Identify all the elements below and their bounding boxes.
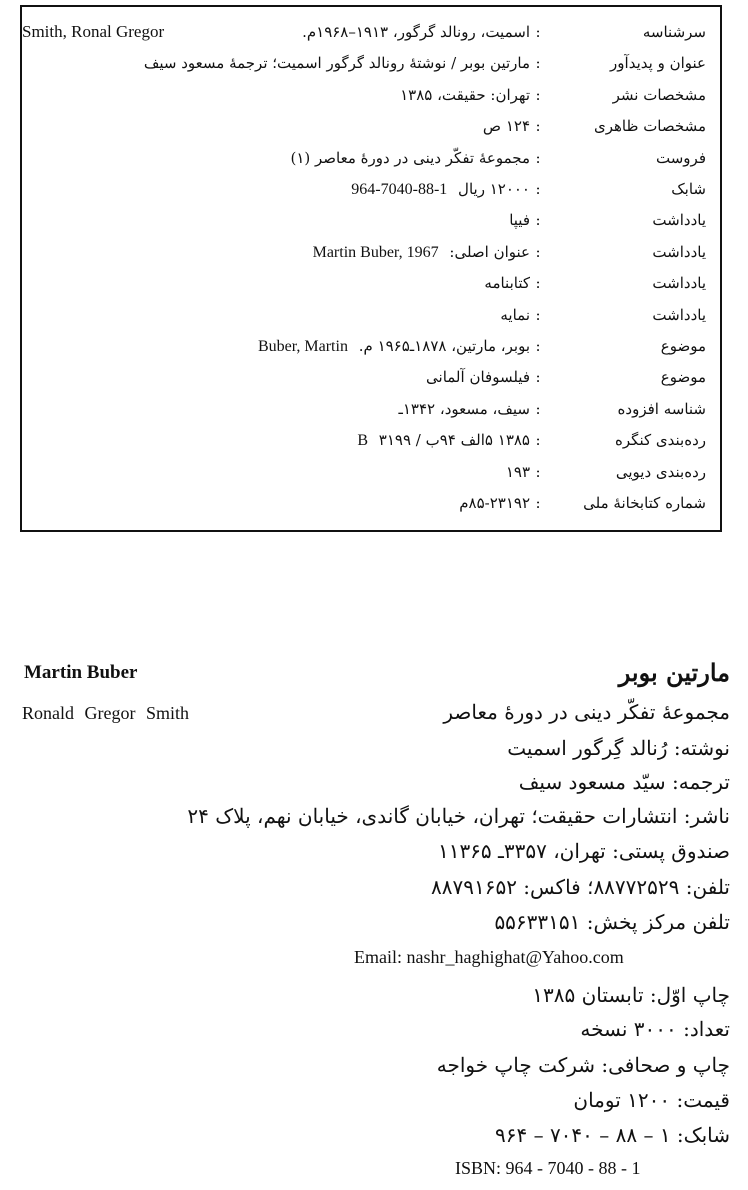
- cip-value: [32, 300, 530, 330]
- cip-row: [22, 300, 720, 330]
- cataloging-in-publication-box: [20, 5, 722, 532]
- translator-line: ترجمه: سیّد مسعود سیف: [518, 770, 730, 794]
- cip-separator: :: [535, 242, 541, 261]
- cip-value: [32, 111, 530, 141]
- cip-row: [22, 143, 720, 173]
- author-english: Ronald Gregor Smith: [22, 703, 189, 723]
- cip-value-persian: ۸۵-۲۳۱۹۲م: [459, 494, 530, 512]
- cip-label: موضوع: [660, 368, 706, 387]
- email-line: Email: nashr_haghighat@Yahoo.com: [354, 947, 624, 967]
- cip-value: [32, 331, 530, 362]
- cip-row: [22, 205, 720, 235]
- cip-value: [32, 457, 530, 487]
- author-line: نوشته: رُنالد گِرگور اسمیت: [507, 736, 730, 760]
- cip-separator: :: [535, 211, 541, 230]
- cip-separator: :: [535, 368, 541, 387]
- cip-separator: :: [535, 337, 541, 355]
- cip-label: رده‌بندی کنگره: [615, 431, 706, 450]
- cip-label: موضوع: [660, 337, 706, 355]
- cip-value: [32, 143, 530, 173]
- cip-row: [22, 111, 720, 141]
- cip-separator: :: [535, 148, 541, 167]
- phone-fax-line: تلفن: ۸۸۷۷۲۵۲۹؛ فاکس: ۸۸۷۹۱۶۵۲: [431, 875, 730, 899]
- cip-label: فروست: [656, 148, 706, 167]
- cip-separator: :: [535, 399, 541, 418]
- cip-value-latin: Martin Buber, 1967: [312, 243, 439, 261]
- cip-label: یادداشت: [652, 274, 706, 293]
- cip-separator: :: [535, 85, 541, 104]
- cip-value-latin: Smith, Ronal Gregor: [22, 22, 165, 41]
- cip-value: [32, 425, 530, 456]
- book-title-persian: مارتین بوبر: [618, 658, 730, 687]
- cip-value-persian: تهران: حقیقت، ۱۳۸۵: [400, 85, 530, 104]
- cip-separator: :: [535, 180, 541, 198]
- cip-label: عنوان و پدیدآور: [610, 54, 706, 73]
- printing-binding-line: چاپ و صحافی: شرکت چاپ خواجه: [436, 1053, 730, 1077]
- po-box-line: صندوق پستی: تهران، ۳۳۵۷ـ ۱۱۳۶۵: [437, 839, 730, 863]
- book-title-english: Martin Buber: [24, 662, 138, 683]
- cip-value: [32, 237, 530, 268]
- isbn-english-line: ISBN: 964 - 7040 - 88 - 1: [455, 1158, 641, 1178]
- cip-value-latin: 964-7040-88-1: [351, 181, 448, 198]
- cip-value-persian: فیپا: [509, 211, 530, 230]
- cip-row: [22, 17, 720, 47]
- cip-value-persian: ۱۲۴ ص: [482, 117, 530, 136]
- cip-value: [32, 48, 530, 78]
- cip-value: [32, 362, 530, 392]
- cip-label: سرشناسه: [642, 23, 706, 41]
- first-print-line: چاپ اوّل: تابستان ۱۳۸۵: [532, 983, 730, 1007]
- cip-label: رده‌بندی دیویی: [615, 462, 706, 481]
- cip-value: [32, 268, 530, 298]
- cip-separator: :: [535, 23, 541, 41]
- isbn-persian-line: شابک: ۱ – ۸۸ – ۷۰۴۰ – ۹۶۴: [494, 1123, 730, 1147]
- cip-value: [32, 174, 530, 205]
- cip-value-latin: B: [357, 432, 369, 450]
- cip-value-persian: سیف، مسعود، ۱۳۴۲ـ: [398, 399, 530, 418]
- cip-separator: :: [535, 305, 541, 324]
- cip-label: یادداشت: [652, 211, 706, 230]
- copies-line: تعداد: ۳۰۰۰ نسخه: [580, 1017, 730, 1041]
- cip-value-latin: Buber, Martin: [257, 338, 348, 355]
- cip-label: یادداشت: [652, 305, 706, 324]
- cip-value-persian: ۱۳۸۵ ۵الف ۹۴ب / ۳۱۹۹: [378, 431, 530, 450]
- cip-value-persian: مجموعهٔ تفکّر دینی در دورهٔ معاصر (۱): [290, 148, 530, 167]
- cip-value-persian: مارتین بوبر / نوشتهٔ رونالد گرگور اسمیت؛ ترجمهٔ مسعود سیف: [143, 54, 530, 73]
- cip-row: [22, 457, 720, 487]
- cip-value-persian: عنوان اصلی:: [449, 242, 530, 261]
- cip-row: [22, 488, 720, 518]
- cip-label: مشخصات ظاهری: [593, 117, 706, 136]
- cip-value: [32, 17, 530, 47]
- cip-separator: :: [535, 274, 541, 293]
- cip-separator: :: [535, 462, 541, 481]
- cip-label: شابک: [671, 180, 706, 198]
- cip-value: [32, 80, 530, 110]
- cip-value-persian: نمایه: [500, 305, 530, 324]
- cip-separator: :: [535, 117, 541, 136]
- cip-label: مشخصات نشر: [612, 85, 706, 104]
- distribution-phone-line: تلفن مرکز پخش: ۵۵۶۳۳۱۵۱: [494, 910, 730, 934]
- cip-row: [22, 80, 720, 110]
- publisher-line: ناشر: انتشارات حقیقت؛ تهران، خیابان گاندی، خیابان نهم، پلاک ۲۴: [187, 804, 730, 828]
- cip-value-persian: ۱۹۳: [505, 462, 530, 481]
- cip-separator: :: [535, 494, 541, 512]
- cip-value-persian: فیلسوفان آلمانی: [426, 368, 530, 387]
- cip-value-persian: کتابنامه: [484, 274, 530, 293]
- price-line: قیمت: ۱۲۰۰ تومان: [573, 1088, 730, 1112]
- series-title: مجموعهٔ تفکّر دینی در دورهٔ معاصر: [443, 700, 730, 724]
- cip-value: [32, 488, 530, 518]
- cip-separator: :: [535, 431, 541, 450]
- cip-label: شماره کتابخانهٔ ملی: [583, 494, 706, 512]
- cip-row: [22, 394, 720, 424]
- cip-value-persian: ۱۲۰۰۰ ریال: [458, 180, 530, 198]
- cip-value: [32, 394, 530, 424]
- cip-value-persian: اسمیت، رونالد گرگور، ۱۹۱۳–۱۹۶۸م.: [302, 23, 530, 41]
- cip-row: [22, 237, 720, 267]
- cip-label: یادداشت: [652, 242, 706, 261]
- cip-row: [22, 174, 720, 204]
- cip-value: [32, 205, 530, 235]
- cip-separator: :: [535, 54, 541, 73]
- cip-label: شناسه افزوده: [617, 399, 706, 418]
- cip-row: [22, 48, 720, 78]
- cip-row: [22, 268, 720, 298]
- cip-row: [22, 425, 720, 455]
- cip-row: [22, 362, 720, 392]
- cip-row: [22, 331, 720, 361]
- cip-value-persian: بوبر، مارتین، ۱۸۷۸ـ۱۹۶۵ م.: [358, 337, 530, 355]
